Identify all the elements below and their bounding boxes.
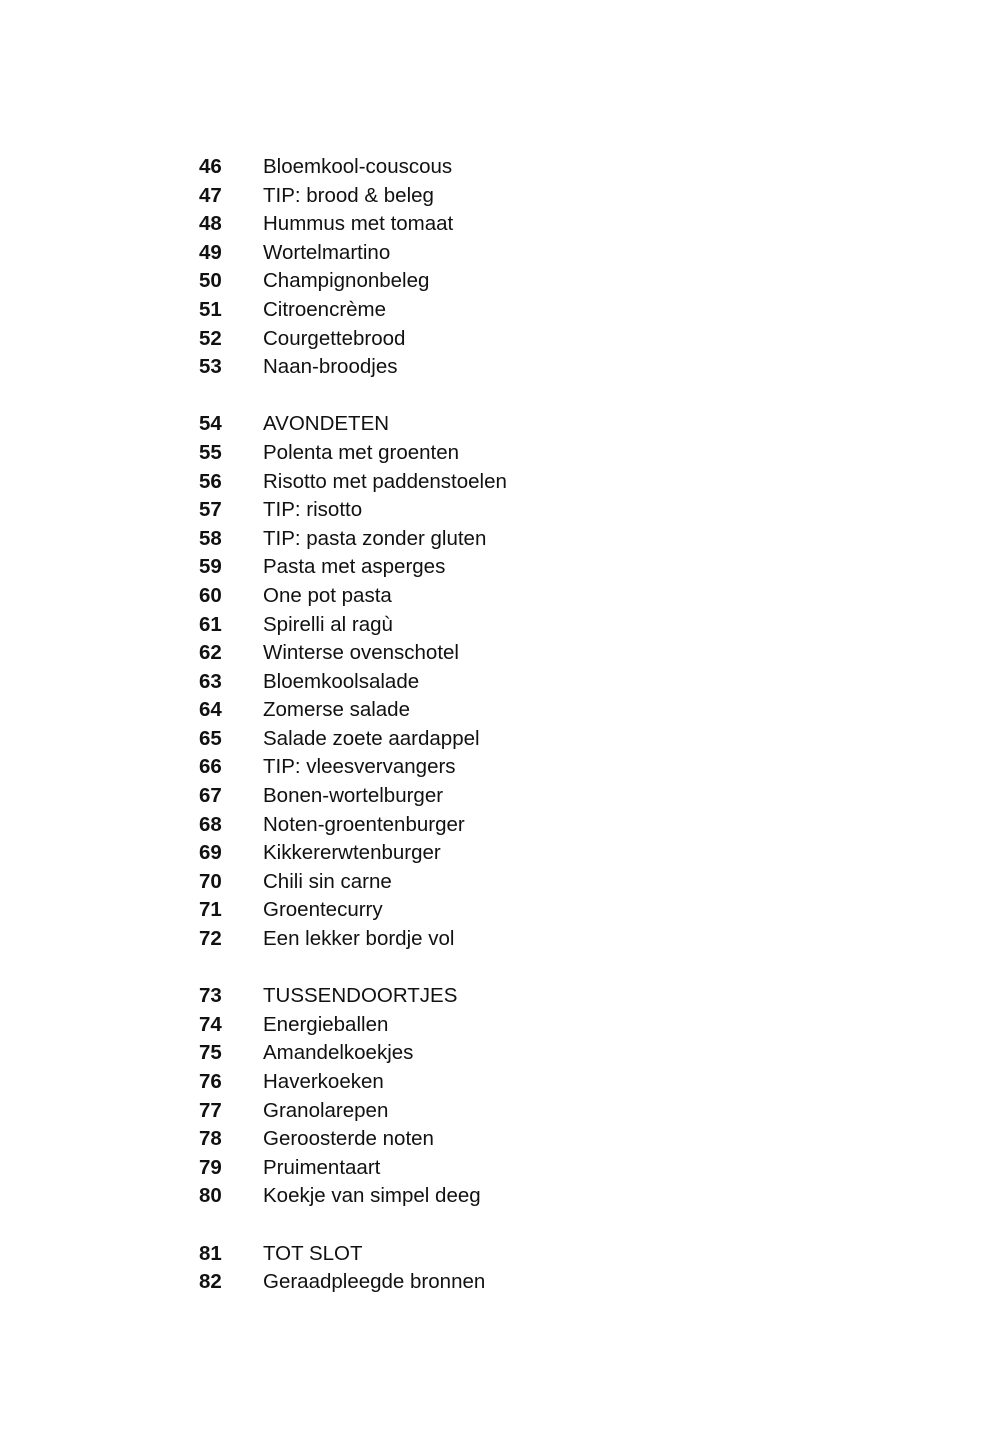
toc-entry-title: Noten-groentenburger [263, 812, 465, 836]
toc-entry-title: One pot pasta [263, 583, 392, 607]
toc-page-number: 69 [199, 841, 222, 865]
toc-page-number: 70 [199, 869, 222, 893]
toc-page-number: 46 [199, 155, 222, 178]
toc-entry-title: Pruimentaart [263, 1155, 381, 1179]
toc-section [199, 410, 799, 953]
toc-entry-title: Hummus met tomaat [263, 212, 454, 236]
toc-entry [199, 868, 799, 897]
toc-page-number: 62 [199, 641, 222, 665]
toc-entry-title: Bloemkoolsalade [263, 669, 420, 693]
toc-entry [199, 782, 799, 811]
toc-entry [199, 1068, 799, 1097]
toc-entry-title: Energieballen [263, 1012, 389, 1036]
toc-entry [199, 668, 799, 697]
toc-entry-title: Haverkoeken [263, 1070, 384, 1093]
toc-page-number: 82 [199, 1270, 222, 1294]
table-of-contents [199, 153, 799, 1297]
toc-page-number: 58 [199, 526, 222, 550]
toc-entry [199, 982, 799, 1011]
toc-entry [199, 1240, 799, 1269]
toc-entry [199, 1097, 799, 1126]
toc-entry [199, 296, 799, 325]
toc-page-number: 61 [199, 612, 222, 636]
toc-entry [199, 153, 799, 182]
toc-entry-title: Salade zoete aardappel [263, 726, 480, 750]
toc-page-number: 59 [199, 555, 222, 579]
toc-entry-title: Groentecurry [263, 898, 383, 922]
toc-entry-title: Naan-broodjes [263, 355, 398, 379]
toc-page-number: 76 [199, 1070, 222, 1093]
toc-entry [199, 896, 799, 925]
toc-entry [199, 1268, 799, 1297]
toc-entry-title: TIP: risotto [263, 498, 363, 522]
toc-entry-title: Een lekker bordje vol [263, 927, 455, 951]
toc-page-number: 71 [199, 898, 222, 922]
toc-page-number: 55 [199, 440, 222, 464]
toc-entry-title: TIP: vleesvervangers [263, 755, 456, 779]
toc-entry [199, 239, 799, 268]
toc-page-number: 74 [199, 1012, 222, 1036]
toc-entry-title: Spirelli al ragù [263, 612, 393, 636]
toc-page-number: 50 [199, 269, 222, 293]
toc-entry [199, 1154, 799, 1183]
toc-page-number: 72 [199, 927, 222, 951]
toc-page-number: 60 [199, 583, 222, 607]
toc-page-number: 63 [199, 669, 222, 693]
toc-page-number: 52 [199, 326, 222, 350]
toc-entry [199, 325, 799, 354]
toc-page-number: 64 [199, 698, 222, 722]
toc-entry [199, 811, 799, 840]
toc-page-number: 51 [199, 297, 222, 321]
toc-page-number: 78 [199, 1127, 222, 1151]
toc-entry-title: Bloemkool-couscous [263, 155, 453, 178]
toc-entry-title: Pasta met asperges [263, 555, 446, 579]
toc-entry [199, 725, 799, 754]
toc-page-number: 57 [199, 498, 222, 522]
toc-entry-title: Citroencrème [263, 297, 387, 321]
toc-entry-title: AVONDETEN [263, 412, 390, 436]
toc-page-number: 54 [199, 412, 222, 436]
toc-entry-title: Granolarepen [263, 1098, 389, 1122]
toc-entry [199, 611, 799, 640]
toc-page-number: 49 [199, 240, 222, 264]
toc-entry-title: Bonen-wortelburger [263, 784, 444, 808]
toc-entry [199, 1125, 799, 1154]
toc-entry-title: Risotto met paddenstoelen [263, 469, 507, 493]
toc-entry-title: Koekje van simpel deeg [263, 1184, 481, 1208]
toc-entry-title: Kikkererwtenburger [263, 841, 441, 865]
toc-page-number: 53 [199, 355, 222, 379]
toc-page-number: 73 [199, 984, 222, 1008]
toc-page-number: 75 [199, 1041, 222, 1065]
toc-section [199, 153, 799, 382]
toc-entry [199, 639, 799, 668]
toc-entry [199, 1011, 799, 1040]
toc-page-number: 81 [199, 1241, 222, 1265]
toc-page-number: 47 [199, 183, 222, 207]
toc-entry [199, 410, 799, 439]
toc-entry [199, 182, 799, 211]
toc-entry [199, 1182, 799, 1211]
toc-page-number: 80 [199, 1184, 222, 1208]
toc-entry-title: TIP: brood & beleg [263, 183, 434, 207]
toc-entry [199, 468, 799, 497]
toc-entry [199, 925, 799, 954]
toc-entry [199, 439, 799, 468]
toc-entry-title: Geroosterde noten [263, 1127, 434, 1151]
toc-entry-title: Wortelmartino [263, 240, 391, 264]
toc-page-number: 48 [199, 212, 222, 236]
toc-page-number: 68 [199, 812, 222, 836]
toc-entry [199, 525, 799, 554]
toc-entry-title: Chili sin carne [263, 869, 392, 893]
toc-entry-title: Champignonbeleg [263, 269, 430, 293]
toc-page-number: 77 [199, 1098, 222, 1122]
toc-entry [199, 753, 799, 782]
toc-entry [199, 496, 799, 525]
toc-page-number: 56 [199, 469, 222, 493]
toc-section [199, 1240, 799, 1297]
toc-entry [199, 353, 799, 382]
toc-entry [199, 582, 799, 611]
toc-page-number: 65 [199, 726, 222, 750]
toc-entry-title: Geraadpleegde bronnen [263, 1270, 486, 1294]
toc-page-number: 79 [199, 1155, 222, 1179]
toc-entry-title: TOT SLOT [263, 1241, 363, 1265]
toc-entry [199, 553, 799, 582]
toc-entry-title: Winterse ovenschotel [263, 641, 459, 665]
toc-page-number: 67 [199, 784, 222, 808]
toc-entry-title: Amandelkoekjes [263, 1041, 414, 1065]
toc-page-number: 66 [199, 755, 222, 779]
toc-entry-title: Polenta met groenten [263, 440, 460, 464]
toc-entry [199, 210, 799, 239]
toc-entry [199, 696, 799, 725]
toc-entry [199, 839, 799, 868]
toc-entry-title: TUSSENDOORTJES [263, 984, 458, 1008]
toc-entry-title: TIP: pasta zonder gluten [263, 526, 487, 550]
toc-entry [199, 267, 799, 296]
toc-entry [199, 1039, 799, 1068]
toc-entry-title: Zomerse salade [263, 698, 410, 722]
toc-section [199, 982, 799, 1211]
toc-entry-title: Courgettebrood [263, 326, 406, 350]
